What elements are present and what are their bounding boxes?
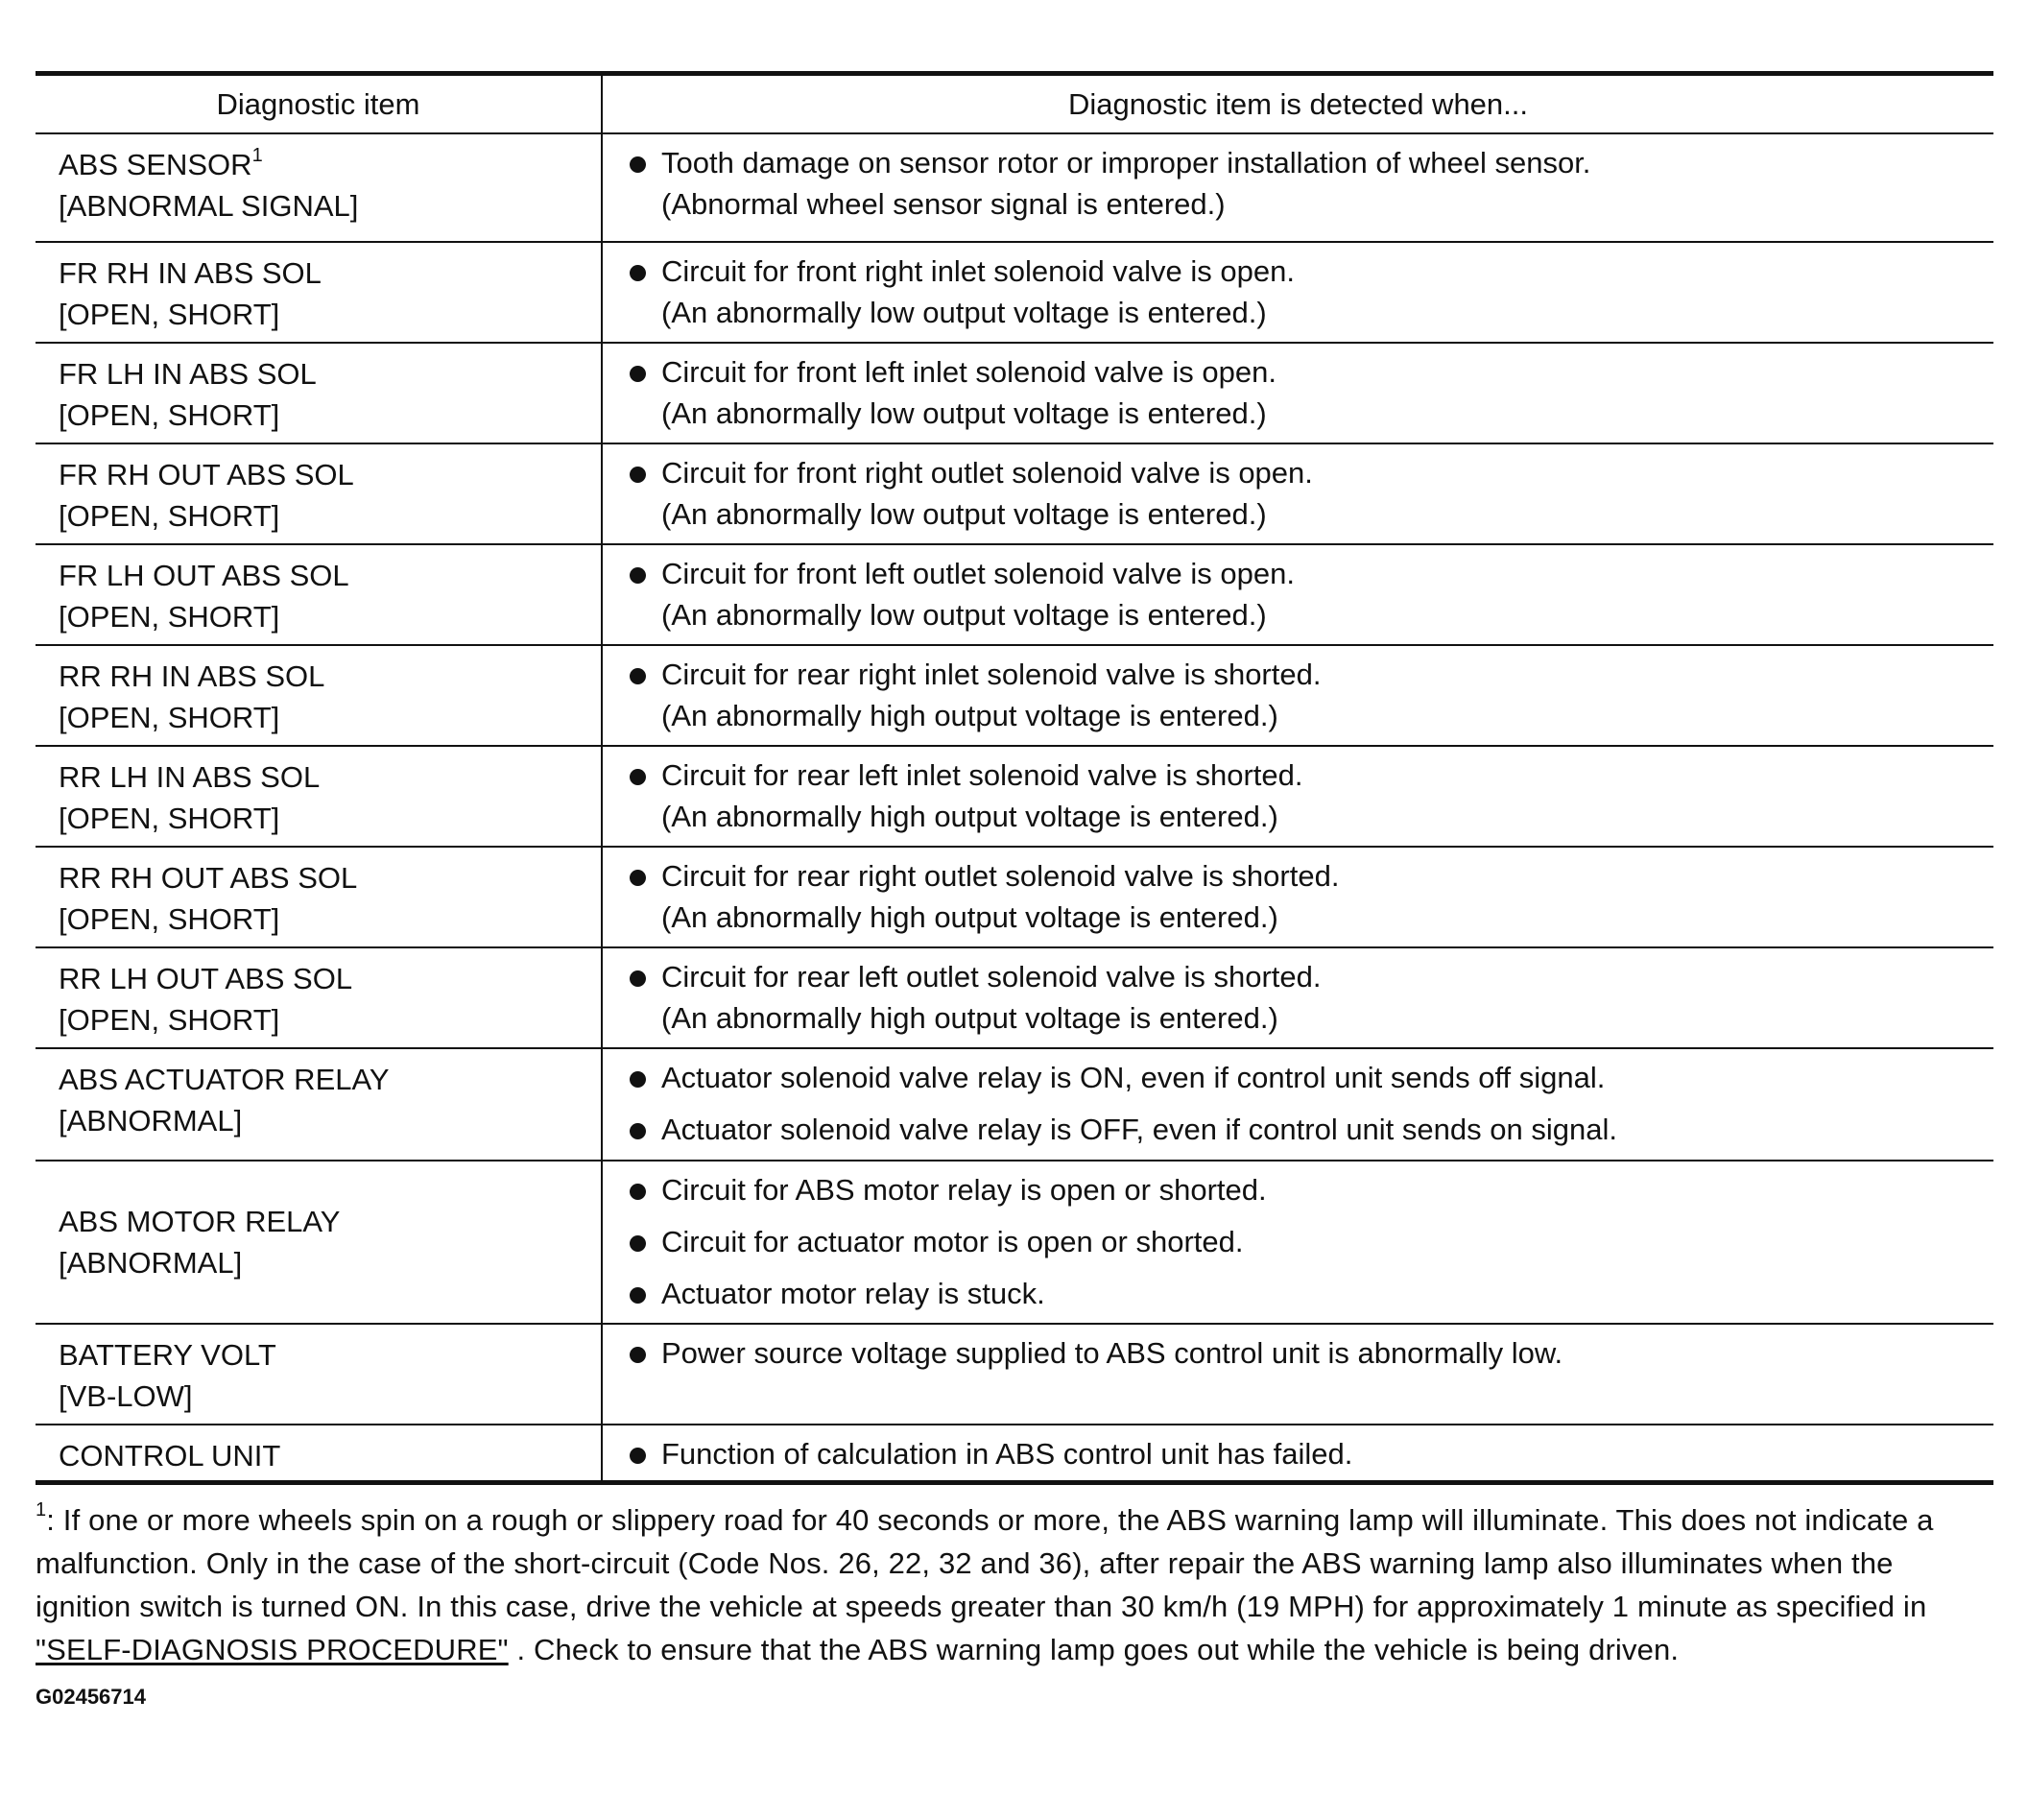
diagnostic-item xyxy=(36,1201,601,1283)
table-row xyxy=(36,443,1993,544)
condition-text: Actuator solenoid valve relay is OFF, even if control unit sends on signal. xyxy=(661,1113,1617,1146)
table-row xyxy=(36,645,1993,746)
item-name: CONTROL UNIT xyxy=(59,1439,281,1473)
item-name: BATTERY VOLT xyxy=(59,1338,276,1372)
diagnostic-item xyxy=(36,134,601,227)
item-name: RR RH OUT ABS SOL xyxy=(59,861,358,895)
condition-item xyxy=(630,1221,1993,1262)
condition-text: Circuit for rear right outlet solenoid valve is shorted. xyxy=(661,859,1340,893)
diagnostic-item xyxy=(36,948,601,1041)
condition-item xyxy=(630,251,1993,333)
item-name: RR RH IN ABS SOL xyxy=(59,659,325,693)
condition-list xyxy=(603,1049,1993,1150)
condition-list xyxy=(603,134,1993,225)
footnote-ref: 1 xyxy=(251,144,263,166)
table-row xyxy=(36,133,1993,242)
item-name: ABS MOTOR RELAY xyxy=(59,1205,341,1238)
item-status: [OPEN, SHORT] xyxy=(59,298,280,331)
condition-item xyxy=(630,1332,1993,1374)
condition-text: Circuit for front right outlet solenoid valve is open. xyxy=(661,456,1313,490)
condition-note: (An abnormally low output voltage is entered.) xyxy=(661,296,1267,329)
diagnostic-item xyxy=(36,545,601,637)
condition-text: Circuit for front left outlet solenoid valve is open. xyxy=(661,557,1295,590)
condition-list xyxy=(603,444,1993,535)
table-row xyxy=(36,343,1993,443)
header-detected-when: Diagnostic item is detected when... xyxy=(602,74,1993,134)
diagnostic-item xyxy=(36,848,601,940)
table-row xyxy=(36,847,1993,947)
item-name: FR RH OUT ABS SOL xyxy=(59,458,354,491)
condition-list xyxy=(603,545,1993,635)
condition-note: (Abnormal wheel sensor signal is entered.) xyxy=(661,187,1226,221)
condition-note: (An abnormally high output voltage is entered.) xyxy=(661,900,1278,934)
item-name: RR LH IN ABS SOL xyxy=(59,760,321,794)
table-header-row xyxy=(36,74,1993,134)
condition-text: Circuit for front right inlet solenoid valve is open. xyxy=(661,254,1295,288)
condition-list xyxy=(603,243,1993,333)
table-row xyxy=(36,746,1993,847)
condition-note: (An abnormally high output voltage is entered.) xyxy=(661,800,1278,833)
item-status: [OPEN, SHORT] xyxy=(59,802,280,835)
condition-text: Circuit for rear left outlet solenoid valve is shorted. xyxy=(661,960,1322,994)
item-name: FR LH OUT ABS SOL xyxy=(59,559,349,592)
table-row xyxy=(36,544,1993,645)
condition-list xyxy=(603,747,1993,837)
diagnostic-item xyxy=(36,1325,601,1417)
condition-text: Circuit for rear right inlet solenoid valve is shorted. xyxy=(661,658,1322,691)
condition-item xyxy=(630,1109,1993,1150)
self-diagnosis-procedure-link[interactable]: "SELF-DIAGNOSIS PROCEDURE" xyxy=(36,1633,509,1666)
table-row xyxy=(36,947,1993,1048)
condition-item xyxy=(630,654,1993,736)
condition-list xyxy=(603,848,1993,938)
condition-list xyxy=(603,1325,1993,1374)
condition-text: Tooth damage on sensor rotor or improper installation of wheel sensor. xyxy=(661,146,1591,180)
diagnostic-table xyxy=(36,71,1993,1485)
diagnostic-item xyxy=(36,1425,601,1476)
condition-text: Function of calculation in ABS control unit has failed. xyxy=(661,1437,1353,1471)
condition-text: Circuit for front left inlet solenoid valve is open. xyxy=(661,355,1276,389)
table-row xyxy=(36,1161,1993,1324)
item-status: [ABNORMAL] xyxy=(59,1104,243,1138)
diagnostic-item xyxy=(36,243,601,335)
table-row xyxy=(36,242,1993,343)
item-name: RR LH OUT ABS SOL xyxy=(59,962,353,995)
item-status: [OPEN, SHORT] xyxy=(59,902,280,936)
condition-item xyxy=(630,754,1993,837)
item-status: [OPEN, SHORT] xyxy=(59,701,280,734)
condition-note: (An abnormally low output voltage is entered.) xyxy=(661,396,1267,430)
header-diagnostic-item: Diagnostic item xyxy=(36,74,602,134)
condition-item xyxy=(630,1433,1993,1474)
footnote-text-before: : If one or more wheels spin on a rough or slippery road for 40 seconds or more, the ABS warning lamp will illuminate. This does not indicate a malfunction. Only in the case of the short-circuit (Code Nos. 26, 22, 32 and 36), after repair the ABS warning lamp also illuminates when the ignition switch is turned ON. In this case, drive the vehicle at speeds greater than 30 km/h (19 MPH) for approximately 1 minute as specified in xyxy=(36,1503,1934,1623)
table-row xyxy=(36,1324,1993,1425)
diagnostic-item xyxy=(36,646,601,738)
condition-item xyxy=(630,1273,1993,1314)
condition-note: (An abnormally high output voltage is entered.) xyxy=(661,1001,1278,1035)
item-status: [ABNORMAL] xyxy=(59,1246,243,1280)
item-status: [OPEN, SHORT] xyxy=(59,499,280,533)
condition-item xyxy=(630,1169,1993,1210)
document-page xyxy=(36,71,1993,1710)
condition-note: (An abnormally high output voltage is entered.) xyxy=(661,699,1278,732)
condition-item xyxy=(630,142,1993,225)
diagnostic-item xyxy=(36,344,601,436)
diagnostic-item xyxy=(36,1049,601,1141)
condition-list xyxy=(603,948,1993,1039)
item-name: ABS ACTUATOR RELAY xyxy=(59,1063,390,1096)
item-status: [ABNORMAL SIGNAL] xyxy=(59,189,359,223)
condition-text: Circuit for actuator motor is open or shorted. xyxy=(661,1225,1244,1258)
condition-text: Actuator solenoid valve relay is ON, even if control unit sends off signal. xyxy=(661,1061,1606,1094)
condition-item xyxy=(630,351,1993,434)
condition-item xyxy=(630,452,1993,535)
item-name: FR RH IN ABS SOL xyxy=(59,256,322,290)
diagnostic-item xyxy=(36,444,601,537)
table-row xyxy=(36,1425,1993,1483)
condition-text: Power source voltage supplied to ABS control unit is abnormally low. xyxy=(661,1336,1563,1370)
condition-text: Circuit for rear left inlet solenoid valve is shorted. xyxy=(661,758,1303,792)
diagnostic-item xyxy=(36,747,601,839)
item-status: [OPEN, SHORT] xyxy=(59,1003,280,1037)
item-name: ABS SENSOR xyxy=(59,148,252,181)
footnote-marker: 1 xyxy=(36,1498,47,1521)
condition-list xyxy=(603,1425,1993,1474)
condition-list xyxy=(603,1161,1993,1314)
condition-text: Circuit for ABS motor relay is open or shorted. xyxy=(661,1173,1267,1207)
condition-list xyxy=(603,344,1993,434)
condition-list xyxy=(603,646,1993,736)
condition-item xyxy=(630,855,1993,938)
figure-code: G02456714 xyxy=(36,1685,146,1709)
condition-note: (An abnormally low output voltage is entered.) xyxy=(661,497,1267,531)
item-status: [VB-LOW] xyxy=(59,1379,193,1413)
footnote-text-after: . Check to ensure that the ABS warning lamp goes out while the vehicle is being driven. xyxy=(508,1633,1680,1666)
condition-item xyxy=(630,553,1993,635)
item-name: FR LH IN ABS SOL xyxy=(59,357,317,391)
condition-text: Actuator motor relay is stuck. xyxy=(661,1277,1045,1310)
item-status: [OPEN, SHORT] xyxy=(59,600,280,634)
item-status: [OPEN, SHORT] xyxy=(59,398,280,432)
footnote xyxy=(36,1498,1993,1671)
condition-item xyxy=(630,956,1993,1039)
table-row xyxy=(36,1048,1993,1161)
condition-item xyxy=(630,1057,1993,1098)
condition-note: (An abnormally low output voltage is entered.) xyxy=(661,598,1267,632)
